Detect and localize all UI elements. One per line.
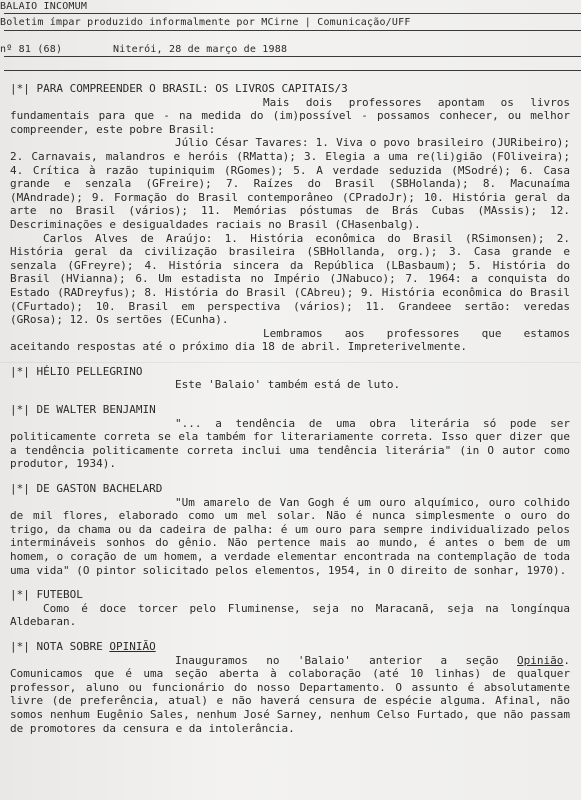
section-walter-benjamin xyxy=(10,403,570,471)
section-title: |*| PARA COMPREENDER O BRASIL: OS LIVROS CAPITAIS/3 xyxy=(10,82,348,95)
section-helio-pellegrino xyxy=(10,365,570,392)
section-livros-capitais xyxy=(10,82,570,354)
quote: "... a tendência de uma obra literária só pode ser politicamente correta se ela também for literariamente correta. Isso quer dizer que a tendência politicamente correta inclui uma tendência literária" (in O autor como produtor, 1934). xyxy=(10,416,570,471)
place-date: Niterói, 28 de março de 1988 xyxy=(113,44,288,55)
paragraph xyxy=(10,654,570,736)
text-b: . Comunicamos que é uma seção aberta à colaboração (até 10 linhas) de qualquer professor, aluno ou funcionário do nosso Departamento. O assunto é absolutamente livre (de preferência, atual) e não haverá censura de espécie alguma. Afinal, não somos nenhum Eugênio Sales, nenhum José Sarney, nenhum Celso Furtado, que não passam de promotores da censura e da intolerância. xyxy=(10,653,570,735)
section-gaston-bachelard xyxy=(10,482,570,577)
text-word: Opinião xyxy=(517,653,564,667)
quote: "Um amarelo de Van Gogh é um ouro alquímico, ouro colhido de mil flores, elaborado como um mel solar. Não é nunca simplesmente o ouro do trigo, da chama ou da cadeira de palha: é um ouro para sempre individualizado pelos intermináveis sonhos do gênio. Não pertence mais ao mundo, é antes o bem de um homem, o coração de um homem, a verdade elementar encontrada na contemplação de toda uma vida" (O pintor solicitado pelos elementos, 1954, in O direito de sonhar, 1970). xyxy=(10,495,570,577)
rule xyxy=(4,56,581,57)
section-nota-opiniao xyxy=(10,640,570,735)
subtitle: Boletim ímpar produzido informalmente por MCirne | Comunicação/UFF xyxy=(0,17,411,28)
text-a: Inauguramos no 'Balaio' anterior a seção xyxy=(175,653,518,667)
section-title xyxy=(10,640,570,654)
rule xyxy=(4,30,581,31)
masthead: BALAIO INCOMUM xyxy=(0,1,88,12)
section-title: |*| HÉLIO PELLEGRINO xyxy=(10,364,143,378)
paragraph: Júlio César Tavares: 1. Viva o povo brasileiro (JURibeiro); 2. Carnavais, malandros e heróis (RMatta); 3. Elegia a uma re(li)gião (FOliveira); 4. Crítica à razão tupiniquim (RGomes); 5. A verdade seduzida (MSodré); 6. Casa grande e senzala (GFreire); 7. Raízes do Brasil (SBHolanda); 8. Macunaíma (MAndrade); 9. Formação do Brasil contemporâneo (CPradoJr); 10. História geral da arte no Brasil (vários); 11. Memórias póstumas de Brás Cubas (MAssis); 12. Descriminações e desigualdades raciais no Brasil (CHasenbalg). xyxy=(10,136,570,231)
section-futebol xyxy=(10,588,570,629)
section-title-prefix: |*| NOTA SOBRE xyxy=(10,639,110,653)
paragraph: Mais dois professores apontam os livros fundamentais para que - na medida do (im)possível - possamos conhecer, ou melhor compreender, este pobre Brasil: xyxy=(10,95,570,136)
content xyxy=(10,82,570,735)
rule xyxy=(4,70,581,71)
section-title: |*| DE GASTON BACHELARD xyxy=(10,482,163,496)
section-title-word: OPINIÃO xyxy=(109,639,156,653)
paragraph: Como é doce torcer pelo Fluminense, seja no Maracanã, seja na longínqua Aldebaran. xyxy=(10,601,570,629)
paragraph: Lembramos aos professores que estamos aceitando respostas até o próximo dia 18 de abril. Impreterivelmente. xyxy=(10,326,570,354)
section-title: |*| FUTEBOL xyxy=(10,588,83,602)
issue-number: nº 81 (68) xyxy=(0,44,63,55)
paragraph: Carlos Alves de Araújo: 1. História econômica do Brasil (RSimonsen); 2. História geral da civilização brasileira (SBHollanda, org.); 3. Casa grande e senzala (GFreyre); 4. História sincera da República (LBasbaum); 5. História do Brasil (HVianna); 6. Um estadista no Império (JNabuco); 7. 1964: a conquista do Estado (RADreyfus); 8. História do Brasil (CAbreu); 9. História econômica do Brasil (CFurtado); 10. Brasil em perspectiva (vários); 11. Grandeee sertão: veredas (GRosa); 12. Os sertões (ECunha). xyxy=(10,231,570,327)
section-title: |*| DE WALTER BENJAMIN xyxy=(10,403,156,417)
paragraph: Este 'Balaio' também está de luto. xyxy=(175,378,401,392)
rule xyxy=(4,13,581,14)
